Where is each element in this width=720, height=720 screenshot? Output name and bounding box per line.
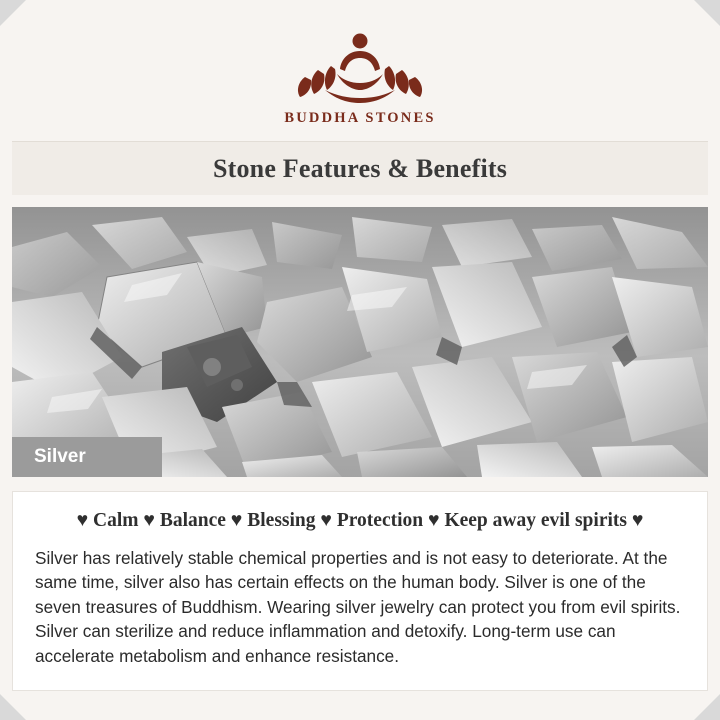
page-title: Stone Features & Benefits [212, 153, 508, 183]
corner-decoration-top-right [694, 0, 720, 26]
stone-name-label: Silver [12, 437, 162, 477]
benefit-keywords: ♥ Calm ♥ Balance ♥ Blessing ♥ Protection ♥ Keep away evil spirits ♥ [76, 510, 644, 531]
corner-decoration-bottom-left [0, 694, 26, 720]
brand-name: BUDDHA STONES [284, 110, 436, 126]
description-text: Silver has relatively stable chemical properties and is not easy to deteriorate. At the same time, silver also has certain effects on the human body. Silver is one of the seven treasures of Buddhism. Wearing silver jewelry can protect you from evil spirits. Silver can sterilize and reduce inflammation and detoxify. Long-term use can accelerate metabolism and enhance resistance. [35, 548, 681, 666]
corner-decoration-bottom-right [694, 694, 720, 720]
description-panel [12, 491, 708, 691]
brand-header [0, 0, 720, 127]
hero-image [12, 207, 708, 477]
corner-decoration-top-left [0, 0, 26, 26]
lotus-meditation-figure-icon [285, 24, 435, 104]
section-title-banner [12, 141, 708, 195]
